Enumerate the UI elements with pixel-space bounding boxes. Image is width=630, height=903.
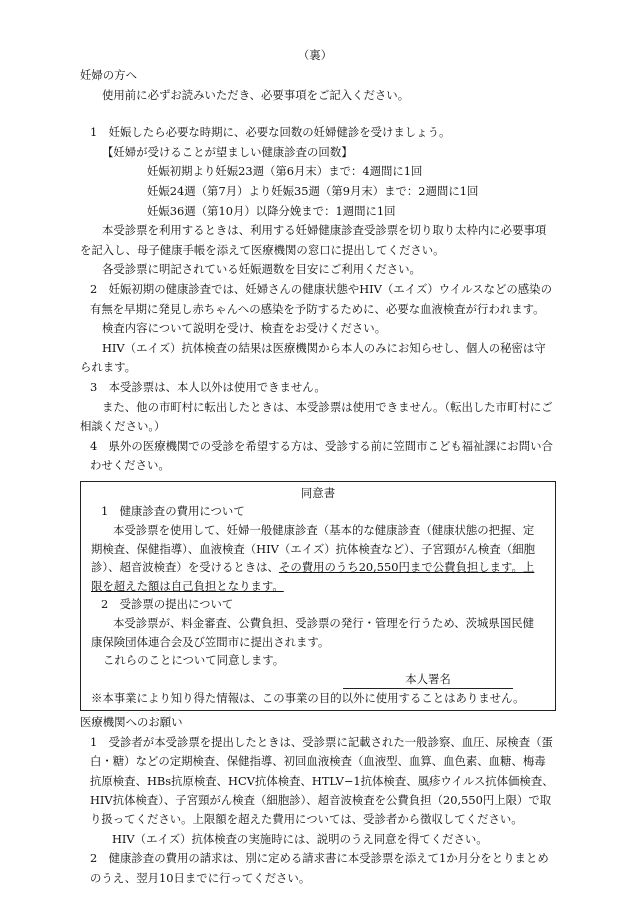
- medical-section: [80, 713, 556, 888]
- consent-item-2-text: 本受診票が、料金審査、公費負担、受診票の発行・管理を行うため、茨城県国民健康保険団体連合会及び笠間市に提出されます。: [91, 616, 534, 649]
- signature-row: [91, 670, 545, 689]
- item-2-paragraph-1: 検査内容について説明を受け、検査をお受けください。: [102, 321, 387, 336]
- schedule-line-2: 妊娠24週（第7月）より妊娠35週（第9月末）まで：2週間に1回: [147, 183, 479, 198]
- item-1-paragraph-2: 各受診票に明記されている妊娠週数を目安にご利用ください。: [102, 262, 421, 277]
- item-1-bracket: 【妊婦が受けることが望ましい健康診査の回数】: [102, 144, 353, 159]
- signature-field[interactable]: 本人署名: [343, 671, 513, 689]
- item-4-title: 4 県外の医療機関での受診を希望する方は、受診する前に笠間市こども福祉課にお問い合わせください。: [90, 438, 553, 473]
- item-3-title: 3 本受診票は、本人以外は使用できません。: [90, 379, 326, 394]
- consent-agree-text: これらのことについて同意します。: [103, 653, 285, 668]
- page-header: （裏）: [297, 48, 333, 62]
- intro-text: 使用前に必ずお読みいただき、必要事項をご記入ください。: [102, 87, 410, 102]
- schedule-line-1: 妊娠初期より妊娠23週（第6月末）まで：4週間に1回: [147, 164, 423, 179]
- consent-item-1-body: 本受診票を使用して、妊婦一般健康診査（基本的な健康診査（健康状態の把握、定期検査、保健指導）、血液検査（HIV（エイズ）抗体検査など）、子宮頸がん検査（細胞診）、超音波検査）を受けるときは、: [91, 523, 535, 575]
- medical-heading: 医療機関へのお願い: [80, 715, 183, 730]
- privacy-notice: ※本事業により知り得た情報は、この事業の目的以外に使用することはありません。: [91, 690, 525, 705]
- consent-cost-limit-underlined: その費用のうち20,550円まで公費負担します。上限を超えた額は自己負担となります。: [91, 560, 535, 593]
- item-1-title: 1 妊娠したら必要な時期に、必要な回数の妊婦健診を受けましょう。: [90, 125, 451, 140]
- document-body: [80, 66, 556, 888]
- consent-item-2-title: 2 受診票の提出について: [101, 597, 234, 612]
- consent-item-1-text: [91, 521, 545, 595]
- medical-item-2: 2 健康診査の費用の請求は、別に定める請求書に本受診票を添えて1か月分をとりまとめのうえ、翌月10日までに行ってください。: [90, 851, 549, 885]
- schedule-line-3: 妊娠36週（第10月）以降分娩まで：1週間に1回: [147, 203, 396, 218]
- consent-title: 同意書: [300, 485, 336, 500]
- medical-item-1-paragraph: HIV（エイズ）抗体検査の実施時には、説明のうえ同意を得てください。: [112, 831, 488, 846]
- greeting: 妊婦の方へ: [80, 68, 137, 82]
- item-1-paragraph-1: 本受診票を利用するときは、利用する妊婦健康診査受診票を切り取り太枠内に必要事項を記入し、母子健康手帳を添えて医療機関の窓口に提出してください。: [80, 223, 547, 257]
- item-3-paragraph-1: また、他の市町村に転出したときは、本受診票は使用できません。（転出した市町村にご相談ください。）: [80, 399, 553, 434]
- consent-box: [80, 481, 556, 712]
- item-2-paragraph-2: HIV（エイズ）抗体検査の結果は医療機関から本人のみにお知らせし、個人の秘密は守られます。: [80, 340, 546, 375]
- medical-item-1: 1 受診者が本受診票を提出したときは、受診票に記載された一般診察、血圧、尿検査（蛋白・糖）などの定期検査、保健指導、初回血液検査（血液型、血算、血色素、血糖、梅毒抗原検査、HBs抗原検査、HCV抗体検査、HTLV−1抗体検査、風疹ウイルス抗体価検査、HIV抗体検査）、子宮頸がん検査（細胞診）、超音波検査を公費負担（20,550円上限）で取り扱ってください。上限額を超えた費用については、受診者から徴収してください。: [90, 734, 554, 827]
- item-2-title: 2 妊娠初期の健康診査では、妊婦さんの健康状態やHIV（エイズ）ウイルスなどの感染の有無を早期に発見し赤ちゃんへの感染を予防するために、必要な血液検査が行われます。: [90, 281, 552, 316]
- consent-item-1-title: 1 健康診査の費用について: [101, 504, 245, 519]
